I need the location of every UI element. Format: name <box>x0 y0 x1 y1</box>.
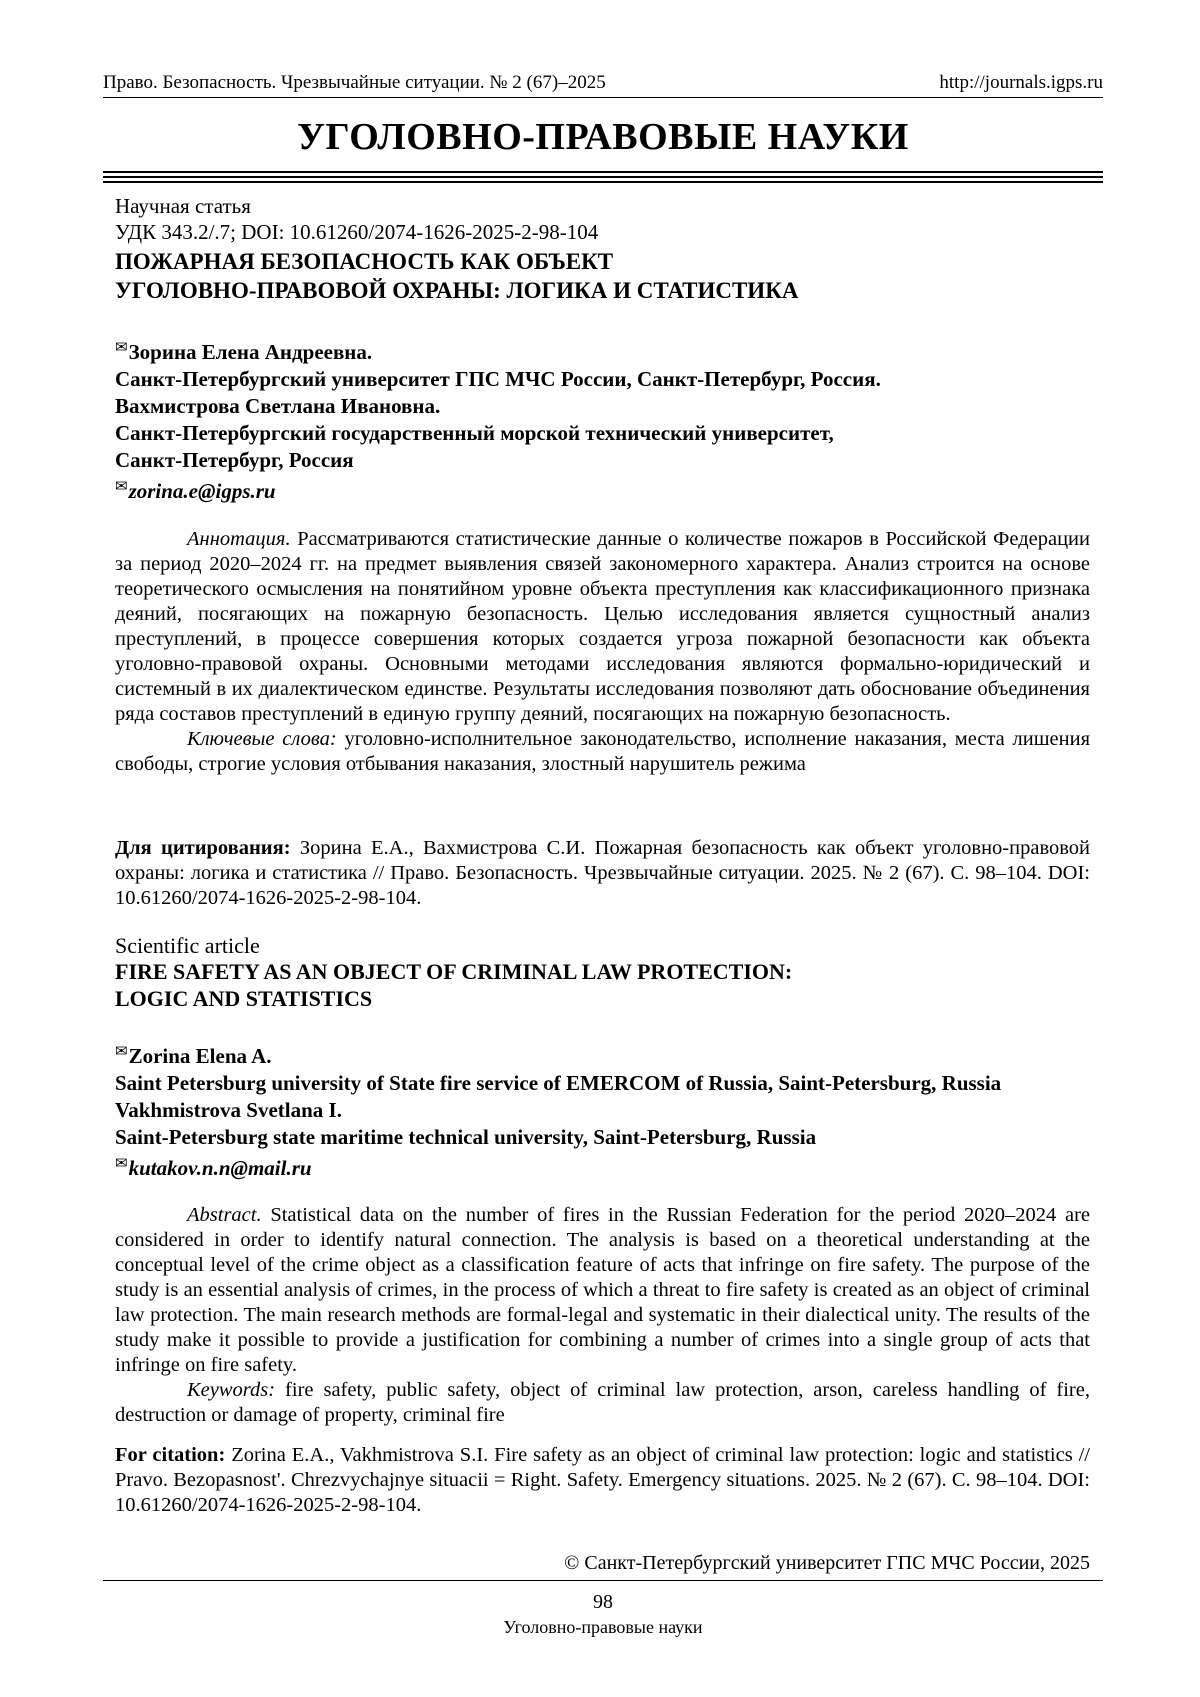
section-title: УГОЛОВНО-ПРАВОВЫЕ НАУКИ <box>297 116 909 158</box>
section-rule-3 <box>103 181 1103 183</box>
ru-article-type: Научная статья <box>115 194 251 218</box>
envelope-icon: ✉ <box>115 340 128 356</box>
copyright: © Санкт-Петербургский университет ГПС МЧС России, 2025 <box>564 1552 1090 1574</box>
en-author-2: Vakhmistrova Svetlana I. <box>115 1098 342 1122</box>
page-number: 98 <box>593 1591 613 1613</box>
ru-abstract <box>115 527 1090 777</box>
ru-meta <box>115 193 1090 245</box>
en-keywords-text: fire safety, public safety, object of criminal law protection, arson, careless handling of fire, destruction or damage of property, criminal fire <box>115 1379 1090 1426</box>
en-article-type: Scientific article <box>115 933 260 958</box>
footer-rule <box>103 1580 1103 1581</box>
en-author-1 <box>115 1039 1090 1070</box>
en-citation <box>115 1443 1090 1518</box>
en-abstract-paragraph <box>115 1203 1090 1378</box>
footer-section-name: Уголовно-правовые науки <box>503 1617 703 1637</box>
ru-abstract-paragraph <box>115 527 1090 727</box>
ru-abstract-label: Аннотация. <box>187 528 291 550</box>
ru-author-1 <box>115 335 1090 366</box>
en-title-line-2: LOGIC AND STATISTICS <box>115 986 373 1011</box>
en-keywords-paragraph <box>115 1378 1090 1428</box>
en-abstract <box>115 1203 1090 1428</box>
ru-udk-doi: УДК 343.2/.7; DOI: 10.61260/2074-1626-2025-2-98-104 <box>115 220 599 244</box>
journal-url[interactable]: http://journals.igps.ru <box>939 72 1103 93</box>
ru-author-1-name: Зорина Елена Андреевна. <box>128 340 373 364</box>
ru-affiliation-2-line-1: Санкт-Петербургский государственный морской технический университет, <box>115 421 834 445</box>
en-citation-label: For citation: <box>115 1444 226 1466</box>
envelope-icon: ✉ <box>115 479 128 495</box>
en-title-line-1: FIRE SAFETY AS AN OBJECT OF CRIMINAL LAW PROTECTION: <box>115 959 793 984</box>
envelope-icon: ✉ <box>115 1156 128 1172</box>
section-rule-1 <box>103 171 1103 173</box>
ru-email[interactable]: zorina.e@igps.ru <box>128 479 276 503</box>
en-keywords-label: Keywords: <box>187 1379 276 1401</box>
en-affiliation-2: Saint-Petersburg state maritime technical university, Saint-Petersburg, Russia <box>115 1125 817 1149</box>
en-email-line <box>115 1151 1090 1182</box>
en-authors <box>115 1039 1090 1182</box>
en-author-1-name: Zorina Elena A. <box>128 1044 272 1068</box>
envelope-icon: ✉ <box>115 1044 128 1060</box>
ru-citation-text: Зорина Е.А., Вахмистрова С.И. Пожарная безопасность как объект уголовно-правовой охраны: логика и статистика // Право. Безопасность. Чрезвычайные ситуации. 2025. № 2 (67). С. 98–104. DOI: 10.61260/2074-1626-2025-2-98-104. <box>115 837 1090 909</box>
ru-author-2: Вахмистрова Светлана Ивановна. <box>115 394 441 418</box>
ru-citation-label: Для цитирования: <box>115 837 291 859</box>
ru-keywords-label: Ключевые слова: <box>187 728 337 750</box>
running-header <box>103 72 1103 96</box>
en-title <box>115 958 1090 1012</box>
ru-email-line <box>115 474 1090 505</box>
ru-abstract-text: Рассматриваются статистические данные о количестве пожаров в Российской Федерации за период 2020–2024 гг. на предмет выявления связей закономерного характера. Анализ строится на основе теоретического осмысления на понятийном уровне объекта преступления как классификационного признака деяний, посягающих на пожарную безопасность. Целью исследования является сущностный анализ преступлений, в процессе совершения которых создается угроза пожарной безопасности как объекта уголовно-правовой охраны. Основными методами исследования являются формально-юридический и системный в их диалектическом единстве. Результаты исследования позволяют дать обоснование объединения ряда составов преступлений в единую группу деяний, посягающих на пожарную безопасность. <box>115 528 1090 725</box>
ru-keywords-paragraph <box>115 727 1090 777</box>
journal-name: Право. Безопасность. Чрезвычайные ситуации. № 2 (67)–2025 <box>103 72 606 93</box>
header-rule <box>103 97 1103 98</box>
en-abstract-label: Abstract. <box>187 1204 262 1226</box>
ru-title <box>115 247 1090 305</box>
en-meta <box>115 933 1090 959</box>
ru-authors <box>115 335 1090 505</box>
section-rule-2 <box>103 176 1103 178</box>
en-citation-paragraph <box>115 1443 1090 1518</box>
en-email[interactable]: kutakov.n.n@mail.ru <box>128 1156 312 1180</box>
ru-keywords-text: уголовно-исполнительное законодательство, исполнение наказания, места лишения свободы, строгие условия отбывания наказания, злостный нарушитель режима <box>115 728 1090 775</box>
ru-title-line-1: ПОЖАРНАЯ БЕЗОПАСНОСТЬ КАК ОБЪЕКТ <box>115 249 614 274</box>
en-affiliation-1: Saint Petersburg university of State fire service of EMERCOM of Russia, Saint-Petersburg, Russia <box>115 1071 1002 1095</box>
en-citation-text: Zorina E.A., Vakhmistrova S.I. Fire safety as an object of criminal law protection: logic and statistics // Pravo. Bezopasnost'. Chrezvychajnye situacii = Right. Safety. Emergency situations. 2025. № 2 (67). С. 98–104. DOI: 10.61260/2074-1626-2025-2-98-104. <box>115 1444 1091 1516</box>
ru-affiliation-2-line-2: Санкт-Петербург, Россия <box>115 448 354 472</box>
ru-title-line-2: УГОЛОВНО-ПРАВОВОЙ ОХРАНЫ: ЛОГИКА И СТАТИСТИКА <box>115 278 799 303</box>
en-abstract-text: Statistical data on the number of fires in the Russian Federation for the period 2020–2024 are considered in order to identify natural connection. The analysis is based on a theoretical understanding at the conceptual level of the crime object as a classification feature of acts that infringe on fire safety. The purpose of the study is an essential analysis of crimes, in the process of which a threat to fire safety is created as an object of criminal law protection. The main research methods are formal-legal and systematic in their dialectical unity. The results of the study make it possible to provide a justification for combining a number of crimes into a single group of acts that infringe on fire safety. <box>115 1204 1090 1376</box>
ru-citation <box>115 836 1090 911</box>
ru-citation-paragraph <box>115 836 1090 911</box>
ru-affiliation-1: Санкт-Петербургский университет ГПС МЧС России, Санкт-Петербург, Россия. <box>115 367 881 391</box>
